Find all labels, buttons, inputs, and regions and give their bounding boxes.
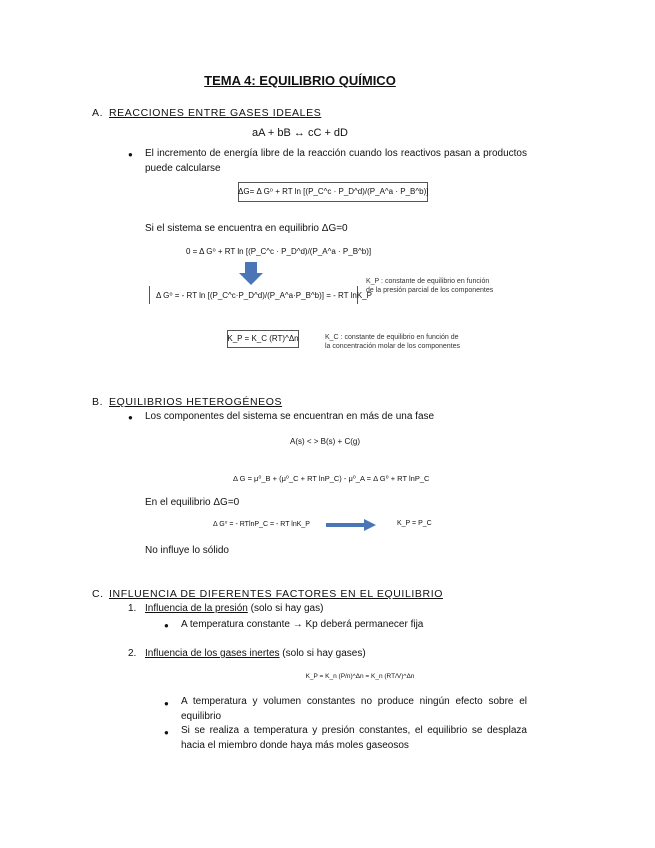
formula-b1: Δ G = μ⁰_B + (μ⁰_C + RT lnP_C) - μ⁰_A = Δ G⁰ + RT lnP_C bbox=[233, 474, 430, 483]
equilibrium-text-a: Si el sistema se encuentra en equilibrio ΔG=0 bbox=[145, 223, 348, 234]
item1-text bbox=[145, 603, 323, 614]
bullet-icon: ● bbox=[164, 728, 169, 737]
item2-formula: K_P = K_n (P/n)^Δn = K_n (RT/V)^Δn bbox=[305, 673, 415, 680]
item2-bullet2: Si se realiza a temperatura y presión constantes, el equilibrio se desplaza hacia el miembro donde haya más moles gaseosos bbox=[181, 725, 527, 751]
formula-4: K_P = K_C (RT)^Δn bbox=[227, 334, 299, 343]
item2-num: 2. bbox=[128, 648, 137, 659]
bullet-icon: ● bbox=[164, 621, 169, 630]
section-b-heading: EQUILIBRIOS HETEROGÉNEOS bbox=[109, 396, 283, 408]
formula-2: 0 = Δ G⁰ + RT ln [(P_C^c · P_D^d)/(P_A^a · P_B^b)] bbox=[186, 247, 372, 256]
item1-suffix: (solo si hay gas) bbox=[247, 603, 324, 614]
section-b-letter: B. bbox=[92, 396, 104, 408]
section-c-letter: C. bbox=[92, 588, 104, 600]
item2-text bbox=[145, 648, 366, 659]
right-arrow-icon bbox=[326, 519, 376, 531]
reaction-b: A(s) < > B(s) + C(g) bbox=[289, 437, 360, 446]
kc-note: K_C : constante de equilibrio en función de la concentración molar de los componentes bbox=[325, 334, 461, 350]
equilibrium-text-b: En el equilibrio ΔG=0 bbox=[145, 497, 240, 508]
section-b-bullet1: Los componentes del sistema se encuentran en más de una fase bbox=[145, 411, 435, 422]
section-a-bullet1: El incremento de energía libre de la reacción cuando los reactivos pasan a productos puede calcularse bbox=[145, 148, 527, 174]
item1-bullet: A temperatura constante → Kp deberá permanecer fija bbox=[181, 619, 424, 630]
item2-suffix: (solo si hay gases) bbox=[279, 648, 366, 659]
bullet-icon: ● bbox=[164, 699, 169, 708]
reaction-a: aA + bB ↔ cC + dD bbox=[252, 127, 348, 139]
item2-label: Influencia de los gases inertes bbox=[145, 648, 280, 659]
formula-b2-result: K_P = P_C bbox=[397, 520, 432, 527]
formula-b2: Δ G⁰ = - RTlnP_C = - RT lnK_P bbox=[213, 521, 310, 528]
section-b-note: No influye lo sólido bbox=[145, 545, 229, 556]
section-a-heading: REACCIONES ENTRE GASES IDEALES bbox=[109, 107, 322, 119]
item1-num: 1. bbox=[128, 603, 137, 614]
section-a-letter: A. bbox=[92, 107, 104, 119]
item2-bullet1: A temperatura y volumen constantes no produce ningún efecto sobre el equilibrio bbox=[181, 696, 527, 722]
down-arrow-icon bbox=[237, 262, 265, 286]
kp-note: K_P : constante de equilibrio en función de la presión parcial de los componentes bbox=[366, 278, 494, 294]
bullet-icon: ● bbox=[128, 413, 133, 422]
page-title: TEMA 4: EQUILIBRIO QUÍMICO bbox=[204, 73, 396, 88]
section-c-heading: INFLUENCIA DE DIFERENTES FACTORES EN EL EQUILIBRIO bbox=[109, 588, 443, 600]
formula-3: Δ G⁰ = - RT ln [(P_C^c·P_D^d)/(P_A^a·P_B^b)] = - RT lnK_P bbox=[156, 291, 372, 300]
formula-1: ΔG= Δ G⁰ + RT ln [(P_C^c · P_D^d)/(P_A^a · P_B^b)] bbox=[238, 187, 429, 196]
item1-label: Influencia de la presión bbox=[145, 603, 248, 614]
bullet-icon: ● bbox=[128, 150, 133, 159]
